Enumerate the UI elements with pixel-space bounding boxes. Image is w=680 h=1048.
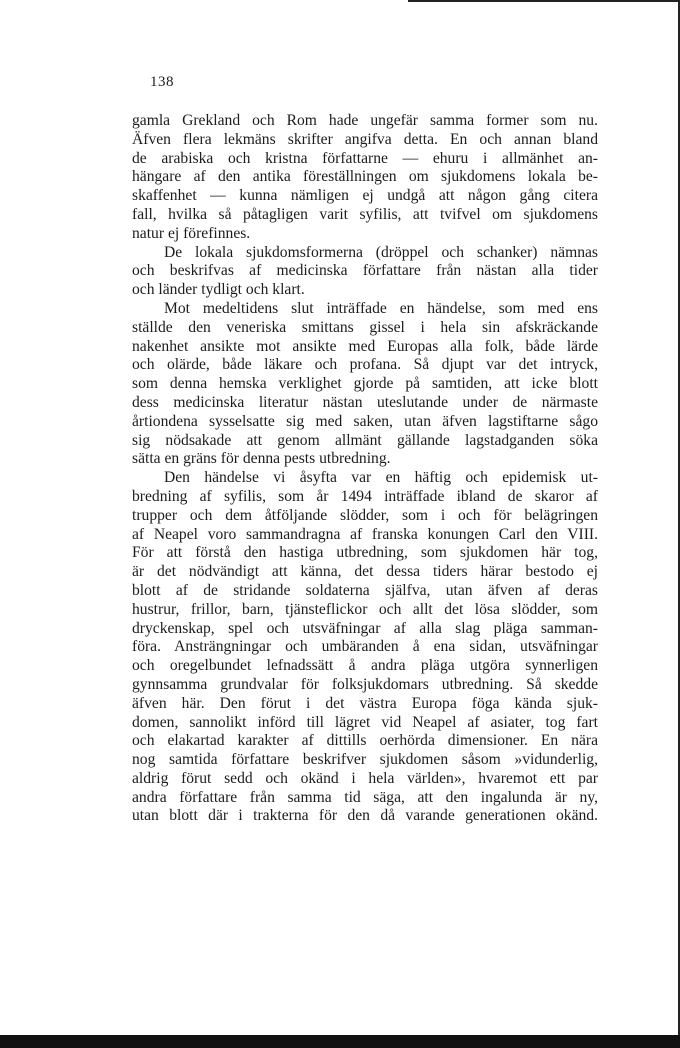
body-text [132,112,598,826]
bottom-edge-bar [0,1035,680,1048]
text-line: För att förstå den hastiga utbredning, som sjukdomen här tog, [132,544,598,562]
text-line: andra författare från samma tid säga, att den ingalunda är ny, [132,788,598,806]
text-line: är det nödvändigt att känna, det dessa tiders härar bestodo ej [132,563,598,581]
text-line: blott af de stridande soldaterna själfva, utan äfven af deras [132,581,598,599]
text-line: sig nödsakade att genom allmänt gällande lagstadganden söka [132,431,598,449]
text-line: Den händelse vi åsyfta var en häftig och epidemisk ut- [164,469,598,487]
text-line: bredning af syfilis, som år 1494 inträffade ibland de skaror af [132,487,598,505]
text-line: och olärde, både läkare och profana. Så djupt var det intryck, [132,356,598,374]
text-line: af Neapel voro sammandragna af franska konungen Carl den VIII. [132,525,598,543]
text-line: dryckenskap, spel och utsväfningar af alla slag pläga samman- [132,619,598,637]
text-line: ställde den veneriska smittans gissel i hela sin afskräckande [132,318,598,336]
text-line: de arabiska och kristna författarne — ehuru i allmänhet an- [132,149,598,167]
text-line: och beskrifvas af medicinska författare från nästan alla tider [132,262,598,280]
text-line: trupper och dem åtföljande slödder, som i och för belägringen [132,506,598,524]
text-line: De lokala sjukdomsformerna (dröppel och schanker) nämnas [164,243,598,261]
top-edge-rule [408,0,680,2]
text-line: föra. Ansträngningar och umbäranden å ena sidan, utsväfningar [132,638,598,656]
text-line: och länder tydligt och klart. [132,281,305,299]
text-line: sätta en gräns för denna pests utbredning. [132,450,391,468]
text-line: natur ej förefinnes. [132,224,251,242]
text-line: äfven här. Den förut i det västra Europa föga kända sjuk- [132,694,598,712]
text-line: Mot medeltidens slut inträffade en händelse, som med ens [164,299,598,317]
text-line: och oregelbundet lefnadssätt å andra pläga utgöra synnerligen [132,657,598,675]
text-line: hustrur, frillor, barn, tjänsteflickor och allt det lösa slödder, som [132,600,598,618]
text-line: gynnsamma grundvalar för folksjukdomars utbredning. Så skedde [132,675,598,693]
text-line: dess medicinska literatur nästan uteslutande under de närmaste [132,393,598,411]
text-line: och elakartad karakter af dittills oerhörda dimensioner. En nära [132,732,598,750]
text-line: fall, hvilka så påtagligen varit syfilis, att tvifvel om sjukdomens [132,205,598,223]
text-line: domen, sannolikt införd till lägret vid Neapel af asiater, tog fart [132,713,598,731]
text-line: som denna hemska verklighet gjorde på samtiden, att icke blott [132,375,598,393]
text-line: gamla Grekland och Rom hade ungefär samma former som nu. [132,112,598,129]
text-line: aldrig förut sedd och okänd i hela världen», hvaremot ett par [132,769,598,787]
text-line: hängare af den antika föreställningen om sjukdomens lokala be- [132,168,598,186]
text-line: årtiondena sysselsatte sig med saken, utan äfven lagstiftarne sågo [132,412,598,430]
text-line: nakenhet ansikte mot ansikte med Europas alla folk, både lärde [132,337,598,355]
text-line: skaffenhet — kunna nämligen ej undgå att någon gång citera [132,187,598,205]
text-line: nog samtida författare beskrifver sjukdomen såsom »vidunderlig, [132,751,598,769]
page-number: 138 [150,74,174,90]
text-line: Äfven flera lekmäns skrifter angifva detta. En och annan bland [132,130,598,148]
text-line: utan blott där i trakterna för den då varande generationen okänd. [132,807,598,825]
